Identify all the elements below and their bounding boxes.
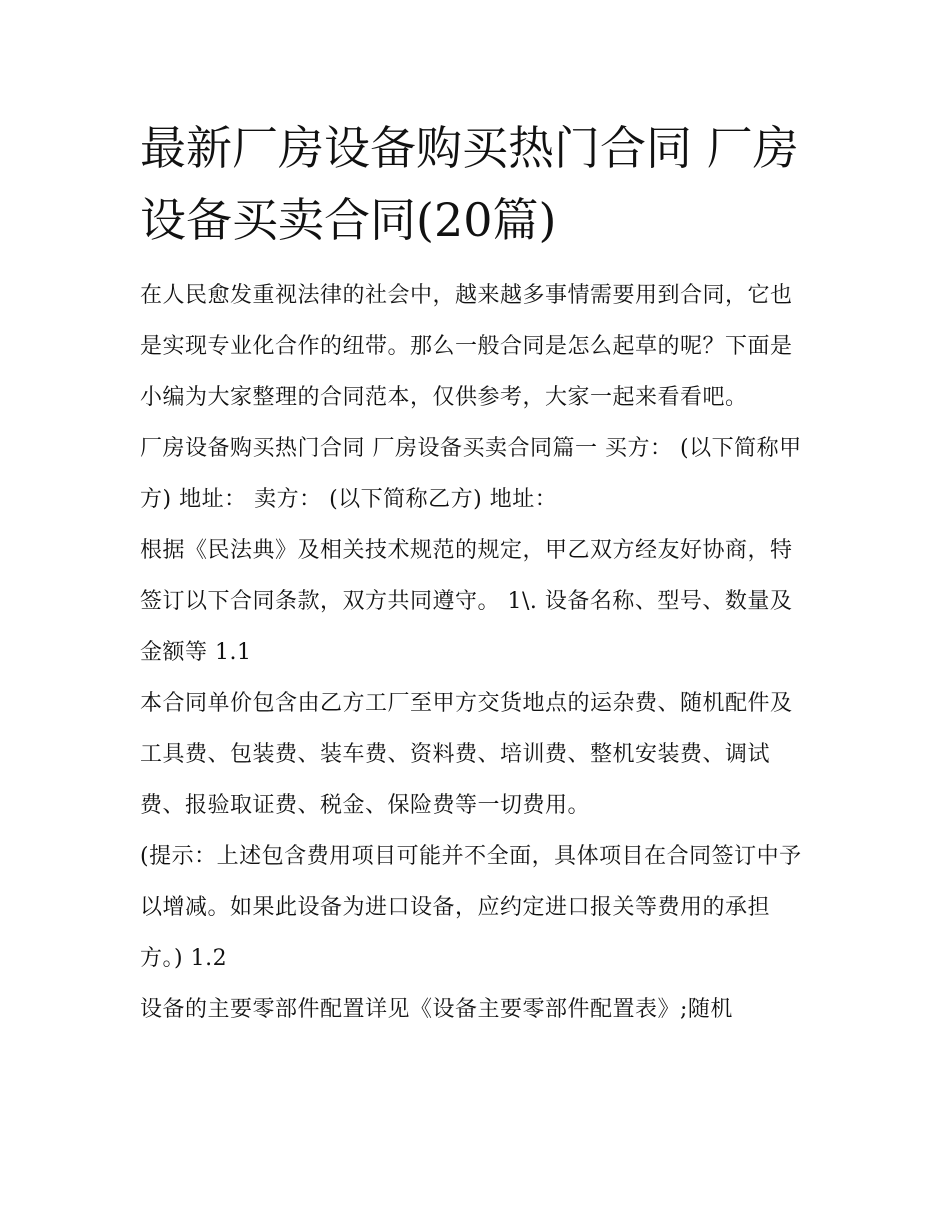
paragraph-price-scope: 本合同单价包含由乙方工厂至甲方交货地点的运杂费、随机配件及工具费、包装费、装车费、资料费、培训费、整机安装费、调试费、报验取证费、税金、保险费等一切费用。 xyxy=(140,691,793,818)
document-title: 最新厂房设备购买热门合同 厂房设备买卖合同(20篇) xyxy=(140,121,799,247)
document-body xyxy=(140,112,812,1035)
paragraph-configuration: 设备的主要零部件配置详见《设备主要零部件配置表》;随机 xyxy=(140,997,733,1022)
paragraph-intro: 在人民愈发重视法律的社会中，越来越多事情需要用到合同，它也是实现专业化合作的纽带。那么一般合同是怎么起草的呢？下面是小编为大家整理的合同范本，仅供参考，大家一起来看看吧。 xyxy=(140,283,793,410)
paragraph-parties: 厂房设备购买热门合同 厂房设备买卖合同篇一 买方： (以下简称甲方) 地址： 卖方： (以下简称乙方) 地址： xyxy=(140,436,802,512)
paragraph-note: (提示：上述包含费用项目可能并不全面，具体项目在合同签订中予以增减。如果此设备为进口设备，应约定进口报关等费用的承担方。) 1.2 xyxy=(140,844,802,971)
paragraph-basis: 根据《民法典》及相关技术规范的规定，甲乙双方经友好协商，特签订以下合同条款，双方共同遵守。 1\. 设备名称、型号、数量及金额等 1.1 xyxy=(140,538,793,665)
